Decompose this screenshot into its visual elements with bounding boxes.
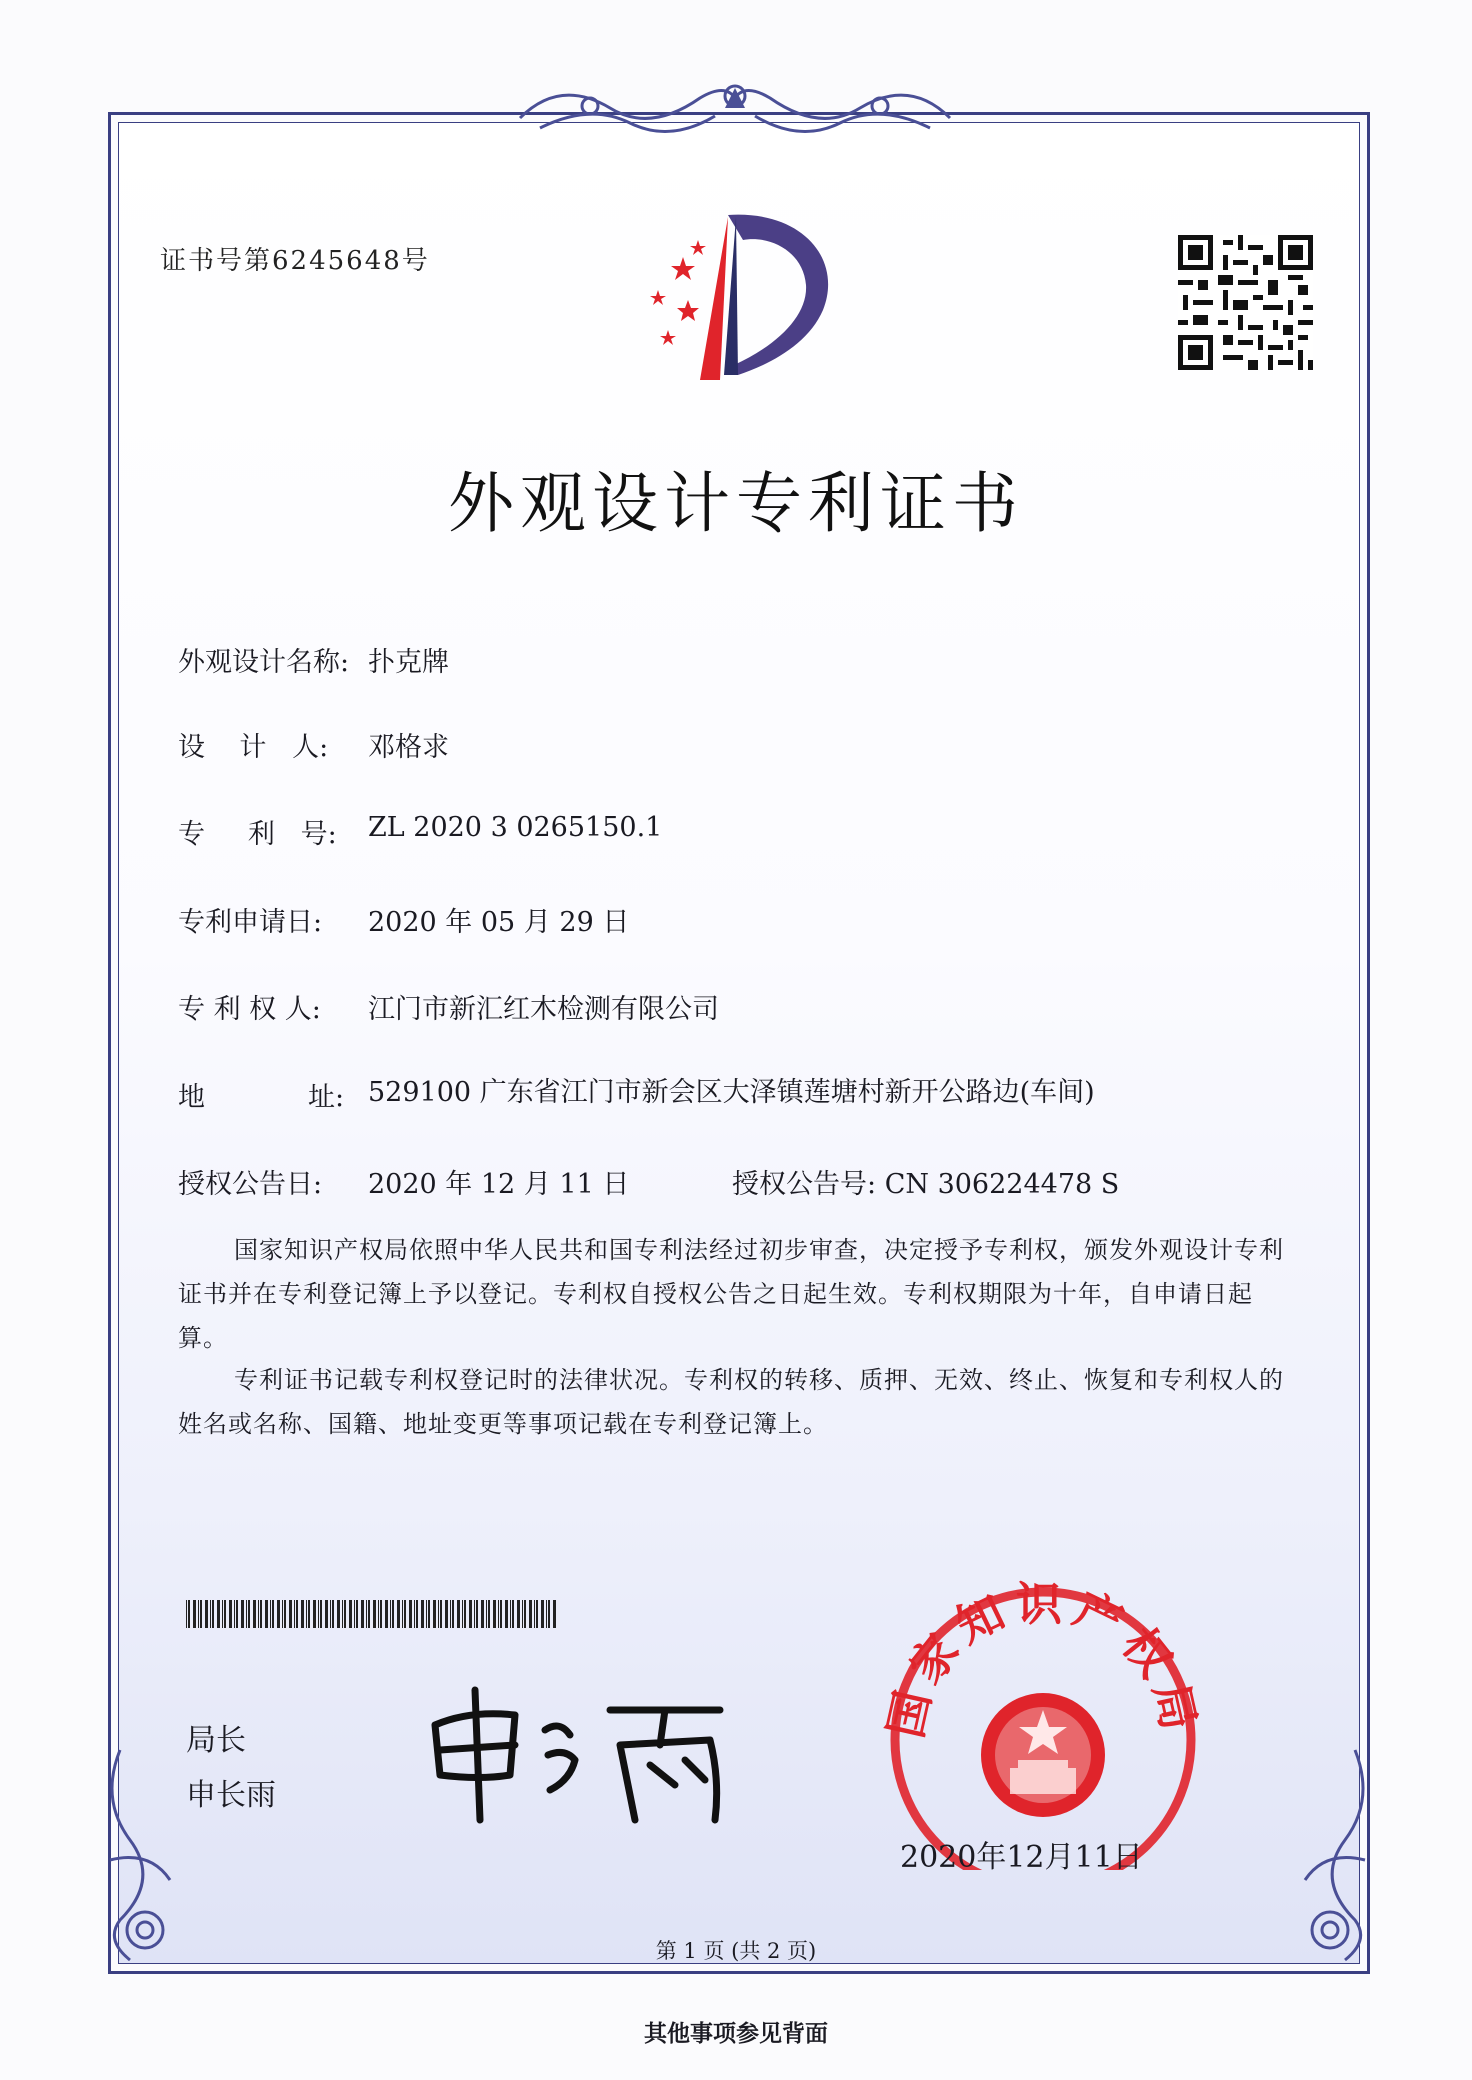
field-application-date xyxy=(178,900,629,939)
emblem-icon xyxy=(981,1693,1105,1817)
seal-date: 2020年12月11日 xyxy=(900,1840,1143,1875)
official-seal-icon xyxy=(878,1570,1208,1870)
patent-logo-icon xyxy=(628,205,848,385)
top-ornament-icon xyxy=(500,68,970,148)
field-label: 专 利 号: xyxy=(178,819,337,850)
field-designer xyxy=(178,725,449,764)
field-label: 授权公告号: xyxy=(732,1169,877,1200)
field-label: 外观设计名称: xyxy=(178,647,350,678)
officer-title: 局长 xyxy=(186,1723,246,1758)
field-value: ZL 2020 3 0265150.1 xyxy=(368,812,663,843)
certificate-number: 证书号第6245648号 xyxy=(160,246,430,276)
field-value: CN 306224478 S xyxy=(884,1169,1120,1200)
field-value: 江门市新汇红木检测有限公司 xyxy=(368,994,719,1025)
field-grant-date xyxy=(178,1162,629,1201)
field-patentee xyxy=(178,987,719,1026)
barcode-icon xyxy=(186,1600,556,1630)
field-value: 扑克牌 xyxy=(368,647,449,678)
document-title: 外观设计专利证书 xyxy=(448,465,1024,542)
page-indicator: 第 1 页 (共 2 页) xyxy=(655,1939,817,1963)
field-value: 529100 广东省江门市新会区大泽镇莲塘村新开公路边(车间) xyxy=(368,1077,1095,1108)
field-value: 邓格求 xyxy=(368,732,449,763)
field-patent-number xyxy=(178,812,662,851)
field-label: 设 计 人: xyxy=(178,732,329,763)
field-label: 专 利 权 人: xyxy=(178,994,321,1025)
field-label: 专利申请日: xyxy=(178,907,323,938)
field-address xyxy=(178,1075,1108,1114)
paragraph-legal-status: 专利证书记载专利权登记时的法律状况。专利权的转移、质押、无效、终止、恢复和专利权人的姓名或名称、国籍、地址变更等事项记载在专利登记簿上。 xyxy=(178,1366,1284,1438)
field-label: 授权公告日: xyxy=(178,1169,323,1200)
qr-code-icon xyxy=(1178,235,1313,370)
field-value: 2020 年 12 月 11 日 xyxy=(368,1169,630,1200)
signature-icon xyxy=(420,1680,740,1830)
field-value: 2020 年 05 月 29 日 xyxy=(368,907,630,938)
paragraph-grant: 国家知识产权局依照中华人民共和国专利法经过初步审查，决定授予专利权，颁发外观设计专利证书并在专利登记簿上予以登记。专利权自授权公告之日起生效。专利权期限为十年，自申请日起算。 xyxy=(178,1236,1284,1352)
field-grant-number xyxy=(732,1162,1119,1201)
field-label: 地 址: xyxy=(178,1082,345,1113)
bottom-note: 其他事项参见背面 xyxy=(644,2020,828,2047)
seal-text: 国家知识产权局 xyxy=(878,1577,1208,1743)
field-design-name xyxy=(178,640,449,679)
officer-name: 申长雨 xyxy=(186,1778,276,1813)
